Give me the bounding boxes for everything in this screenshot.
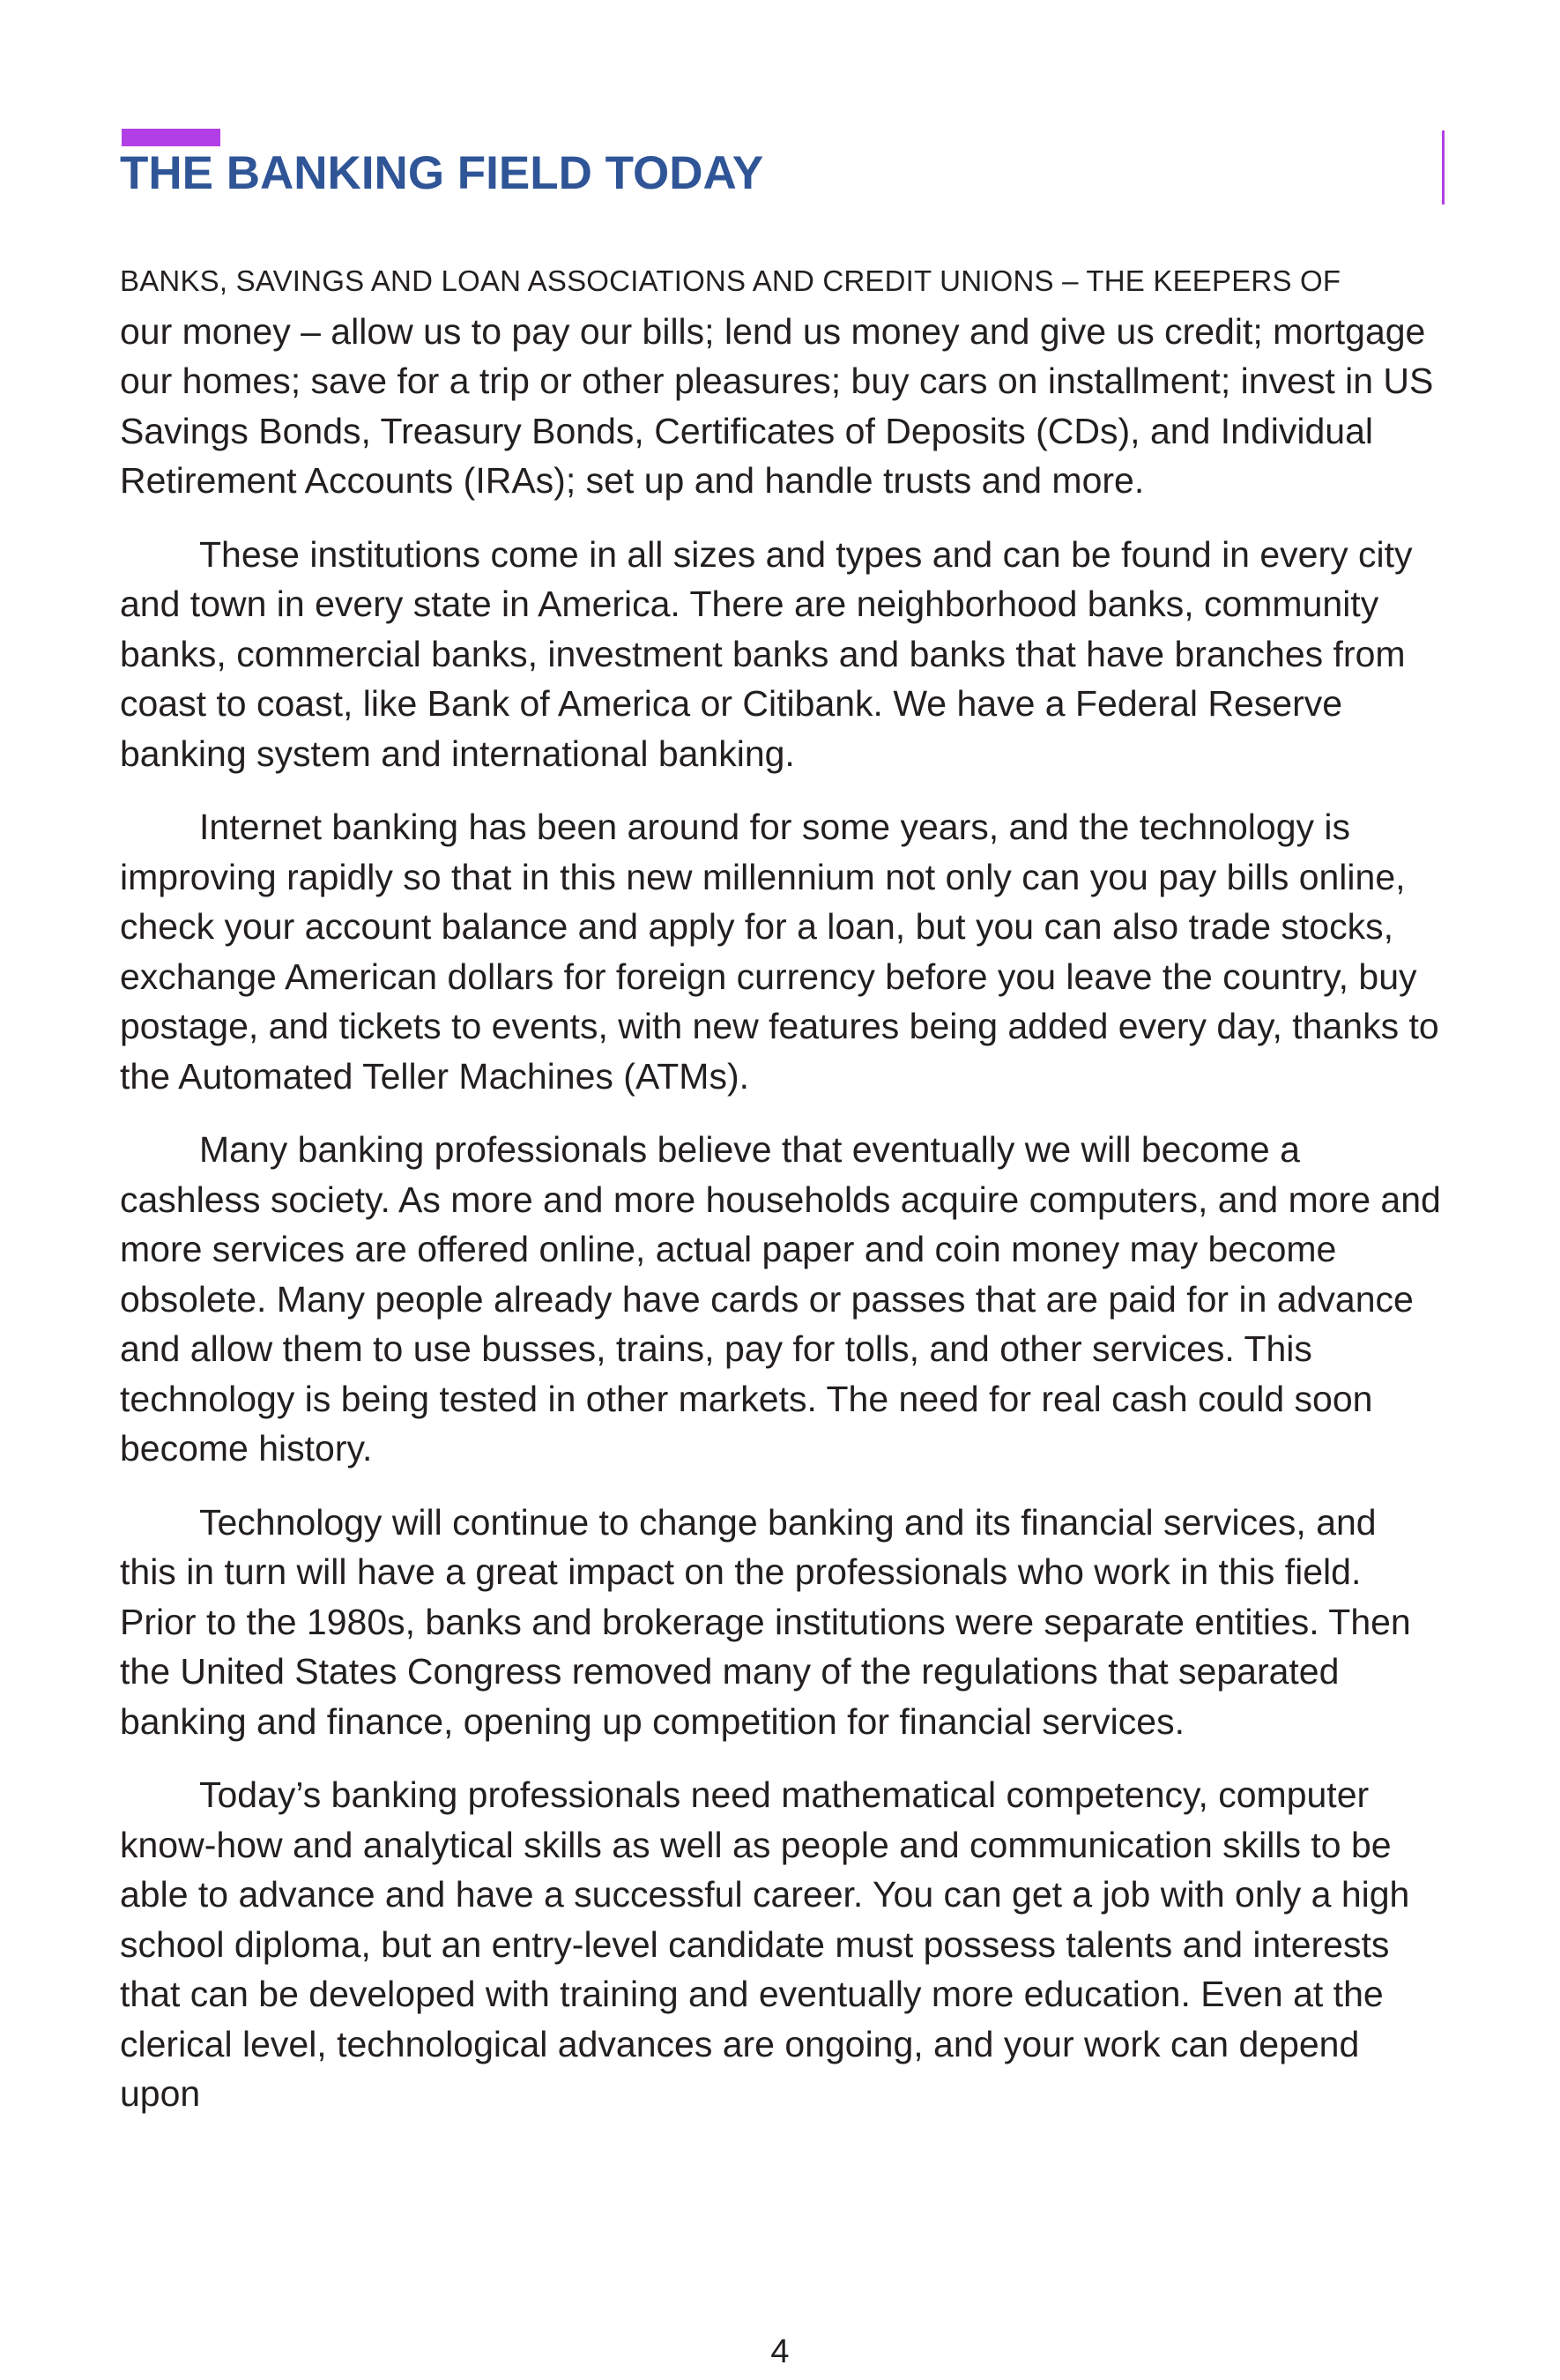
lead-in-caps: BANKS, SAVINGS AND LOAN ASSOCIATIONS AND CREDIT UNIONS – THE KEEPERS OF [120, 264, 1341, 297]
margin-rule [1442, 130, 1445, 205]
paragraph-6: Today’s banking professionals need mathematical competency, computer know-how and analytical skills as well as people and communication skills to be able to advance and have a successful career. You can get a job with only a high school diploma, but an entry-level candidate must possess talents and interests that can be developed with training and eventually more education. Even at the clerical level, technological advances are ongoing, and your work can depend upon [120, 1774, 1410, 2114]
paragraph-5: Technology will continue to change banking and its financial services, and this in turn will have a great impact on the professionals who work in this field. Prior to the 1980s, banks and brokerage institutions were separate entities. Then the United States Congress removed many of the regulations that separated banking and finance, opening up competition for financial services. [120, 1501, 1411, 1742]
paragraph-3: Internet banking has been around for some years, and the technology is improving rapidly so that in this new millennium not only can you pay bills online, check your account balance and apply for a loan, but you can also trade stocks, exchange American dollars for foreign currency before you leave the country, buy postage, and tickets to events, with new features being added every day, thanks to the Automated Teller Machines (ATMs). [120, 807, 1439, 1097]
body-text [120, 254, 1442, 2143]
paragraph-2: These institutions come in all sizes and types and can be found in every city and town in every state in America. There are neighborhood banks, community banks, commercial banks, investment banks and banks that have branches from coast to coast, like Bank of America or Citibank. We have a Federal Reserve banking system and international banking. [120, 533, 1413, 774]
paragraph-1 [120, 254, 1442, 506]
page-number: 4 [770, 2333, 790, 2370]
paragraph-1-text: our money – allow us to pay our bills; lend us money and give us credit; mortgage our homes; save for a trip or other pleasures; buy cars on installment; invest in US Savings Bonds, Treasury Bonds, Certificates of Deposits (CDs), and Individual Retirement Accounts (IRAs); set up and handle trusts and more. [120, 310, 1434, 501]
title-accent-bar [122, 129, 220, 146]
page-title: THE BANKING FIELD TODAY [120, 147, 764, 199]
paragraph-4: Many banking professionals believe that eventually we will become a cashless society. As more and more households acquire computers, and more and more services are offered online, actual paper and coin money may become obsolete. Many people already have cards or passes that are paid for in advance and allow them to use busses, trains, pay for tolls, and other services. This technology is being tested in other markets. The need for real cash could soon become history. [120, 1129, 1441, 1469]
